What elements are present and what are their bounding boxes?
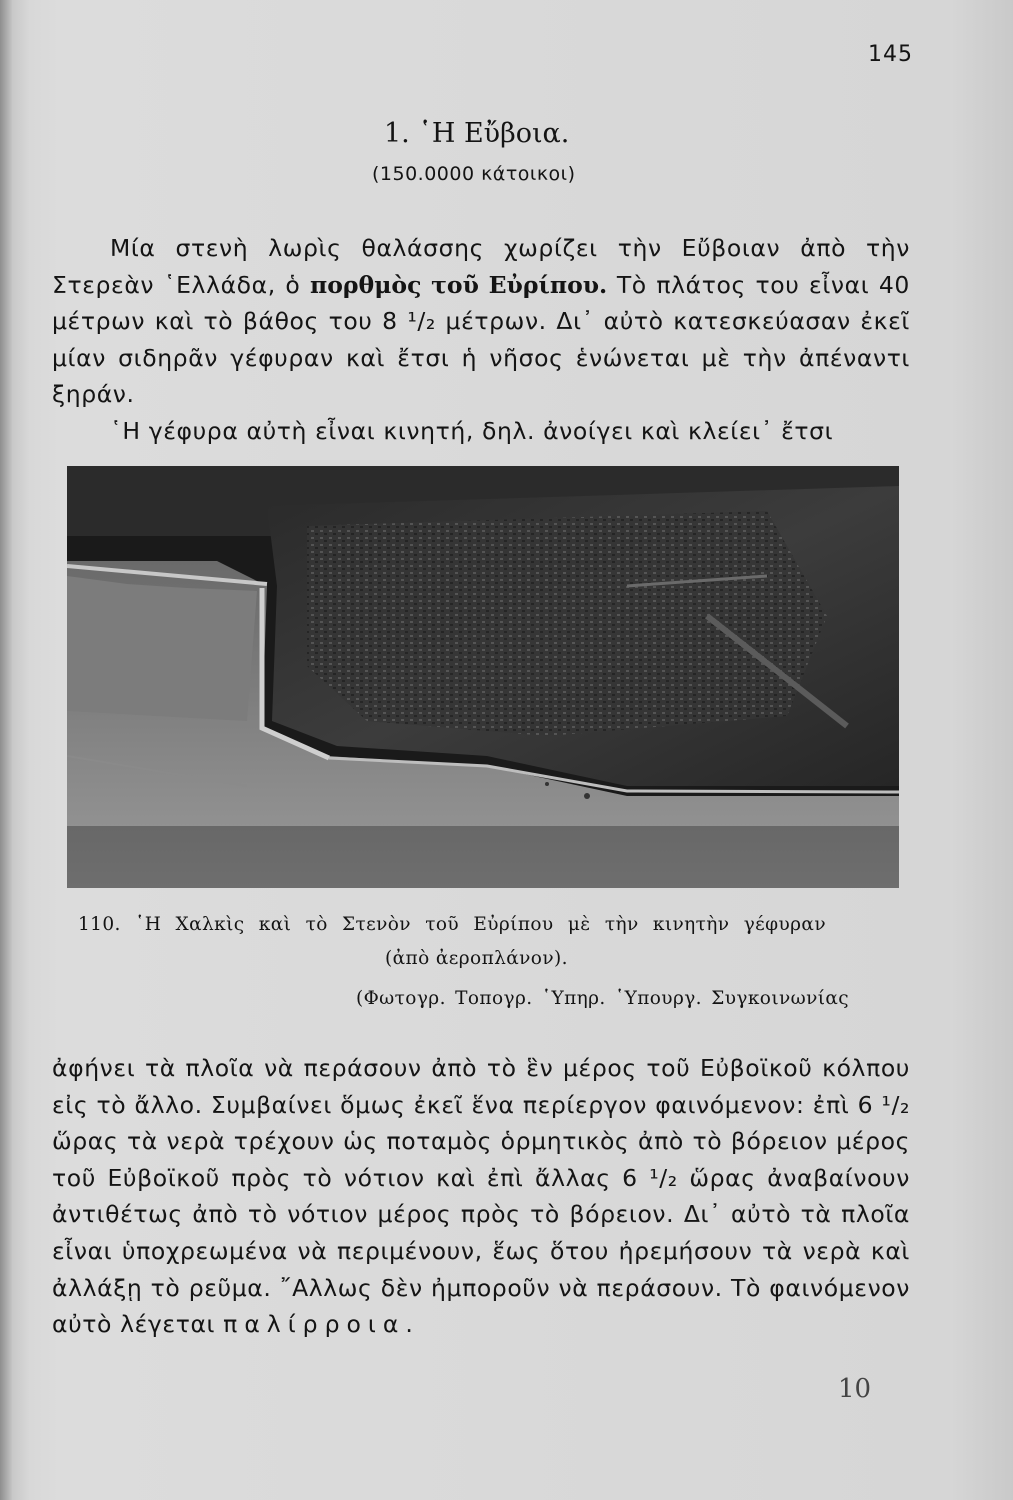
- population-note: (150.0000 κάτοικοι): [372, 163, 576, 185]
- figure-caption: 110. ῾Η Χαλκὶς καὶ τὸ Στενὸν τοῦ Εὐρίπου μὲ τὴν κινητὴν γέφυραν: [78, 914, 826, 935]
- intro-text-after: Τὸ πλάτος του εἶναι 40 μέτρων καὶ τὸ βάθος του 8 ¹/₂ μέτρων. Δι᾿ αὐτὸ κατεσκεύασαν ἐκεῖ μίαν σιδηρᾶν γέφυραν καὶ ἔτσι ἡ νῆσος ἑνώνεται μὲ τὴν ἀπέναντι ξηράν.: [52, 270, 910, 409]
- page-number: 145: [868, 42, 913, 67]
- tides-term: παλίρροια: [223, 1310, 406, 1339]
- aerial-photo-drawing: [67, 466, 899, 888]
- signature-mark: 10: [838, 1374, 872, 1404]
- paragraph-bridge-line: ῾Η γέφυρα αὐτὴ εἶναι κινητή, δηλ. ἀνοίγει καὶ κλείει᾿ ἔτσι: [110, 416, 834, 445]
- figure-caption-subtitle: (ἀπὸ ἀεροπλάνον).: [385, 948, 568, 969]
- intro-text-before: Μία στενὴ λωρὶς θαλάσσης χωρίζει τὴν Εὔβοιαν ἀπὸ τὴν Στερεὰν ῾Ελλάδα, ὁ: [52, 234, 910, 299]
- paragraph-intro: [52, 230, 910, 450]
- tides-text: ἀφήνει τὰ πλοῖα νὰ περάσουν ἀπὸ τὸ ἓν μέρος τοῦ Εὐβοϊκοῦ κόλπου εἰς τὸ ἄλλο. Συμβαίνει ὅμως ἐκεῖ ἕνα περίεργον φαινόμενον: ἐπὶ 6 ¹/₂ ὥρας τὰ νερὰ τρέχουν ὡς ποταμὸς ὁρμητικὸς ἀπὸ τὸ βόρειον μέρος τοῦ Εὐβοϊκοῦ πρὸς τὸ νότιον καὶ ἐπὶ ἄλλας 6 ¹/₂ ὥρας ἀναβαίνουν ἀντιθέτως ἀπὸ τὸ νότιον μέρος πρὸς τὸ βόρειον. Δι᾿ αὐτὸ τὰ πλοῖα εἶναι ὑποχρεωμένα νὰ περιμένουν, ἕως ὅτου ἠρεμήσουν τὰ νερὰ καὶ ἀλλάξῃ τὸ ρεῦμα. ῎Αλλως δὲν ἠμποροῦν νὰ περάσουν. Τὸ φαινόμενον αὐτὸ λέγεται: [52, 1054, 910, 1339]
- paragraph-tides: [52, 1050, 910, 1343]
- page-spine-shadow: [0, 0, 12, 1500]
- photo-credit: (Φωτογρ. Τοπογρ. ῾Υπηρ. ῾Υπουργ. Συγκοινωνίας: [356, 988, 850, 1009]
- aerial-photo-chalkis: [67, 466, 899, 888]
- tides-period: .: [405, 1310, 414, 1339]
- strait-name: πορθμὸς τοῦ Εὐρίπου.: [310, 270, 608, 299]
- paragraph-intro-body: [52, 230, 910, 413]
- section-heading: 1. ῾Η Εὔβοια.: [384, 118, 570, 149]
